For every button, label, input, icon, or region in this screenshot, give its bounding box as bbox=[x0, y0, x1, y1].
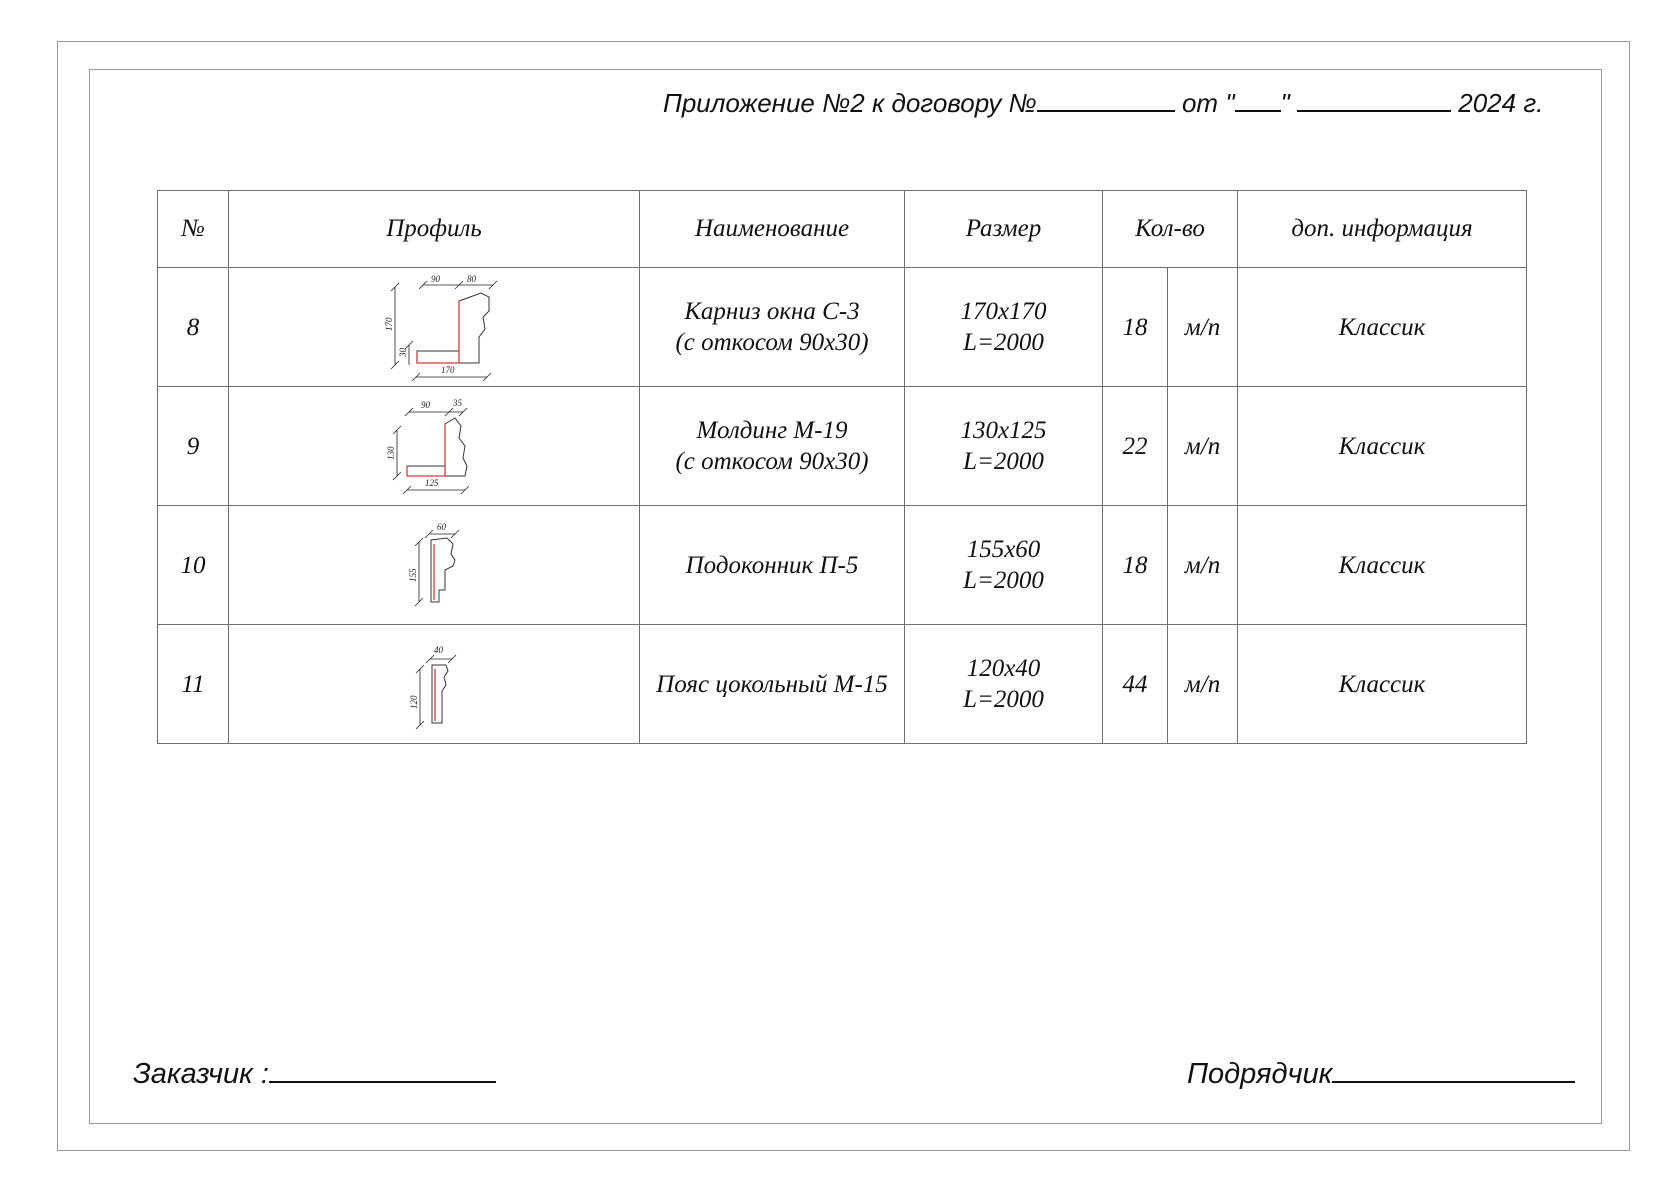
row-name-line2: (с откосом 90х30) bbox=[675, 329, 869, 356]
row-unit: м/п bbox=[1168, 506, 1238, 625]
row-profile bbox=[229, 506, 640, 625]
row-info: Классик bbox=[1238, 625, 1527, 744]
row-quantity: 22 bbox=[1103, 387, 1168, 506]
header-prefix: Приложение №2 к договору № bbox=[663, 88, 1037, 118]
table-row bbox=[158, 268, 1527, 387]
contractor-signature-blank bbox=[1332, 1053, 1575, 1083]
plinth-belt-profile-icon bbox=[404, 639, 464, 729]
row-number: 9 bbox=[158, 387, 229, 506]
row-name bbox=[640, 625, 905, 744]
row-name bbox=[640, 506, 905, 625]
row-size-line1: 170х170 bbox=[960, 298, 1047, 325]
dim-height: 120 bbox=[409, 695, 419, 709]
dim-width: 40 bbox=[434, 645, 443, 655]
dim-height: 170 bbox=[384, 317, 394, 331]
contractor-signature bbox=[1187, 1053, 1575, 1091]
row-unit: м/п bbox=[1168, 625, 1238, 744]
day-blank bbox=[1235, 86, 1281, 112]
row-name bbox=[640, 268, 905, 387]
header-year: 2024 г. bbox=[1458, 88, 1544, 118]
row-info: Классик bbox=[1238, 506, 1527, 625]
row-unit: м/п bbox=[1168, 387, 1238, 506]
sill-profile-icon bbox=[399, 520, 469, 610]
customer-signature bbox=[133, 1053, 496, 1091]
dim-width: 60 bbox=[437, 522, 446, 532]
row-quantity: 18 bbox=[1103, 506, 1168, 625]
row-size bbox=[905, 268, 1103, 387]
row-size-line2: L=2000 bbox=[963, 567, 1044, 594]
quote-close: " bbox=[1280, 88, 1290, 118]
dim-width-b: 80 bbox=[467, 274, 476, 284]
month-blank bbox=[1297, 86, 1451, 112]
row-profile bbox=[229, 268, 640, 387]
col-size: Размер bbox=[905, 191, 1103, 268]
row-size-line2: L=2000 bbox=[963, 686, 1044, 713]
row-profile bbox=[229, 387, 640, 506]
molding-profile-icon bbox=[379, 396, 489, 496]
dim-width-a: 90 bbox=[431, 274, 440, 284]
row-name bbox=[640, 387, 905, 506]
dim-width-a: 90 bbox=[421, 400, 430, 410]
header-from: от bbox=[1181, 88, 1219, 118]
row-number: 8 bbox=[158, 268, 229, 387]
row-size-line1: 155х60 bbox=[966, 536, 1041, 563]
dim-base: 170 bbox=[441, 365, 455, 375]
specification-table bbox=[157, 190, 1527, 744]
row-size bbox=[905, 625, 1103, 744]
customer-label: Заказчик : bbox=[133, 1058, 269, 1090]
dim-height: 130 bbox=[386, 446, 396, 460]
row-size-line2: L=2000 bbox=[963, 329, 1044, 356]
row-size-line2: L=2000 bbox=[963, 448, 1044, 475]
row-name-line2: (с откосом 90х30) bbox=[675, 448, 869, 475]
row-info: Классик bbox=[1238, 387, 1527, 506]
dim-inner: 30 bbox=[398, 348, 408, 357]
cornice-profile-icon bbox=[369, 273, 499, 381]
customer-signature-blank bbox=[269, 1053, 496, 1083]
dim-height: 155 bbox=[408, 568, 418, 582]
quote-open: " bbox=[1225, 88, 1235, 118]
row-name-line1: Подоконник П-5 bbox=[685, 551, 859, 579]
row-quantity: 44 bbox=[1103, 625, 1168, 744]
table-row bbox=[158, 387, 1527, 506]
dim-base: 125 bbox=[425, 478, 439, 488]
col-profile: Профиль bbox=[229, 191, 640, 268]
col-name: Наименование bbox=[640, 191, 905, 268]
col-info: доп. информация bbox=[1238, 191, 1527, 268]
row-number: 10 bbox=[158, 506, 229, 625]
row-name-line1: Молдинг М-19 bbox=[696, 417, 848, 444]
row-name-line1: Карниз окна С-3 bbox=[684, 298, 860, 325]
contract-number-blank bbox=[1037, 86, 1175, 112]
col-number: № bbox=[158, 191, 229, 268]
row-number: 11 bbox=[158, 625, 229, 744]
contractor-label: Подрядчик bbox=[1187, 1058, 1333, 1090]
row-name-line1: Пояс цокольный М-15 bbox=[656, 670, 888, 698]
row-quantity: 18 bbox=[1103, 268, 1168, 387]
dim-width-b: 35 bbox=[453, 398, 462, 408]
row-info: Классик bbox=[1238, 268, 1527, 387]
appendix-header bbox=[663, 86, 1543, 119]
row-size bbox=[905, 506, 1103, 625]
row-unit: м/п bbox=[1168, 268, 1238, 387]
table-row bbox=[158, 506, 1527, 625]
table-header-row bbox=[158, 191, 1527, 268]
row-size bbox=[905, 387, 1103, 506]
row-size-line1: 120х40 bbox=[966, 655, 1041, 682]
table-row bbox=[158, 625, 1527, 744]
row-size-line1: 130х125 bbox=[960, 417, 1047, 444]
col-quantity: Кол-во bbox=[1103, 191, 1238, 268]
row-profile bbox=[229, 625, 640, 744]
